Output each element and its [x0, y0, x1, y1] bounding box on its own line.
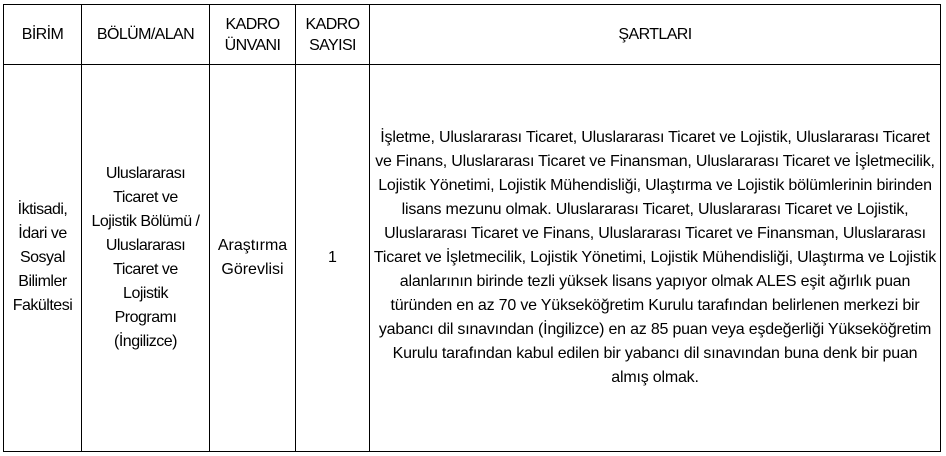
positions-table [3, 4, 941, 452]
department-line: Lojistik Bölümü / [91, 213, 200, 230]
department-line: Uluslararası [105, 237, 186, 254]
unit-line: İdari ve [18, 225, 67, 242]
department-line: Ticaret ve [113, 189, 178, 206]
header-row [4, 5, 941, 65]
cell-unit [4, 65, 82, 452]
cell-department [82, 65, 210, 452]
cell-title [210, 65, 296, 452]
header-count-line2: SAYISI [309, 36, 356, 54]
header-requirements: ŞARTLARI [370, 5, 941, 65]
unit-line: İktisadi, [17, 201, 68, 218]
department-line: (İngilizce) [114, 333, 177, 350]
table-row [4, 65, 941, 452]
cell-requirements: İşletme, Uluslararası Ticaret, Uluslararası Ticaret ve Lojistik, Uluslararası Ticaret ve Finans, Uluslararası Ticaret ve Finansman, Uluslararası Ticaret ve İşletmecilik, Lojistik Yönetimi, Lojistik Mühendisliği, Ulaştırma ve Lojistik bölümlerinin birinden lisans mezunu olmak. Uluslararası Ticaret, Uluslararası Ticaret ve Lojistik, Uluslararası Ticaret ve Finans, Uluslararası Ticaret ve Finansman, Uluslararası Ticaret ve İşletmecilik, Lojistik Yönetimi, Lojistik Mühendisliği, Ulaştırma ve Lojistik alanlarının birinde tezli yüksek lisans yapıyor olmak ALES eşit ağırlık puan türünden en az 70 ve Yükseköğretim Kurulu tarafından belirlenen merkezi bir yabancı dil sınavından (İngilizce) en az 85 puan veya eşdeğerliği Yükseköğretim Kurulu tarafından kabul edilen bir yabancı dil sınavından buna denk bir puan almış olmak. [370, 65, 941, 452]
title-line: Araştırma [217, 237, 288, 254]
unit-line: Fakültesi [12, 297, 73, 314]
department-line: Ticaret ve [113, 261, 178, 278]
header-title [210, 5, 296, 65]
header-count [296, 5, 370, 65]
header-department: BÖLÜM/ALAN [82, 5, 210, 65]
unit-line: Bilimler [18, 273, 67, 290]
department-line: Uluslararası [105, 165, 186, 182]
header-unit: BİRİM [4, 5, 82, 65]
department-line: Lojistik [123, 285, 168, 302]
header-title-line1: KADRO [225, 15, 280, 33]
department-line: Programı [114, 309, 177, 326]
cell-count: 1 [296, 65, 370, 452]
unit-line: Sosyal [19, 249, 66, 266]
header-count-line1: KADRO [305, 15, 360, 33]
title-line: Görevlisi [221, 261, 284, 278]
header-title-line2: ÜNVANI [224, 36, 281, 54]
